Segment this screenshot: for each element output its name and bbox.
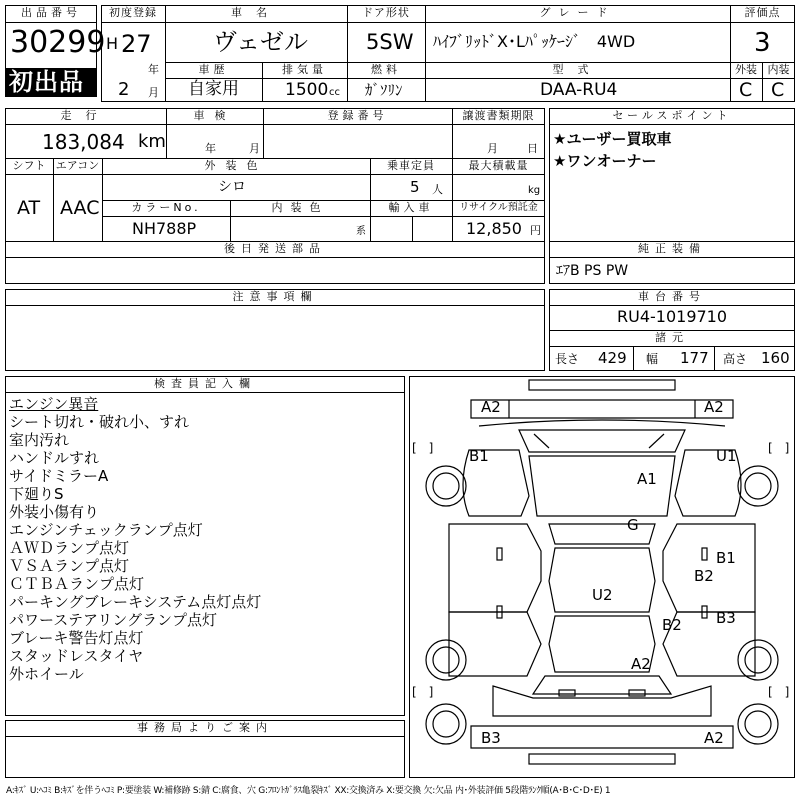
mileage-unit: km — [138, 131, 166, 152]
reg-label: 初度登録 — [109, 6, 157, 19]
remark-item: 外ホイール — [9, 665, 84, 683]
bracket: [ ] — [768, 685, 790, 699]
bracket: [ ] — [412, 685, 434, 699]
remark-item: エンジン異音 — [9, 395, 99, 413]
import-label: 輸入車 — [388, 201, 434, 214]
remark-item: シート切れ・破れ小、すれ — [9, 413, 190, 431]
width: 177 — [680, 349, 709, 367]
remark-item: ＡＷＤランプ点灯 — [9, 539, 130, 557]
length: 429 — [598, 349, 627, 367]
reg-month: 2 — [118, 79, 130, 100]
door-type: 5SW — [366, 30, 414, 54]
inspection-month: 月 — [249, 142, 260, 155]
inspector-label: 検査員記入欄 — [154, 377, 256, 390]
shift-label: シフト — [12, 159, 46, 172]
month-unit: 月 — [148, 86, 159, 99]
car-name-label: 車名 — [231, 6, 281, 19]
sales-point-item: ★ワンオーナー — [553, 152, 657, 170]
interior-color-unit: 系 — [356, 226, 366, 237]
color-no: NH788P — [132, 219, 197, 238]
recycle: 12,850 — [466, 219, 522, 238]
shift: AT — [17, 197, 41, 219]
sales-point-item: ★ユーザー買取車 — [553, 130, 672, 148]
transfer-day: 日 — [527, 142, 538, 155]
color-no-label: カラーNo. — [131, 201, 201, 214]
plate-label: 登録番号 — [327, 109, 388, 122]
color: シロ — [218, 179, 246, 195]
later-parts-label: 後日発送部品 — [224, 242, 326, 255]
bracket: [ ] — [412, 441, 434, 455]
history: 自家用 — [188, 79, 239, 99]
damage-mark: B2 — [662, 616, 682, 634]
grade: ﾊｲﾌﾞﾘｯﾄﾞX･Lﾊﾟｯｹｰｼﾞ 4WD — [433, 32, 636, 51]
transfer-month: 月 — [487, 142, 498, 155]
interior-color-label: 内装色 — [271, 201, 329, 214]
damage-mark: A2 — [704, 398, 724, 416]
score-label: 評価点 — [744, 6, 781, 19]
displacement: 1500 — [285, 80, 329, 100]
damage-mark: B2 — [694, 567, 714, 585]
length-label: 長さ — [555, 352, 580, 366]
width-label: 幅 — [646, 352, 659, 366]
damage-mark: B1 — [469, 447, 489, 465]
height: 160 — [761, 349, 790, 367]
remark-item: ＣＴＢＡランプ点灯 — [9, 575, 145, 593]
load-label: 最大積載量 — [468, 159, 529, 172]
recycle-unit: 円 — [530, 224, 541, 237]
damage-mark: A2 — [704, 729, 724, 747]
door-label: ドア形状 — [362, 6, 410, 19]
remark-item: エンジンチェックランプ点灯 — [9, 521, 203, 539]
color-label: 外装色 — [204, 159, 268, 172]
remark-item: 下廻りS — [9, 485, 64, 503]
remark-item: スタッドレスタイヤ — [9, 647, 144, 665]
office-label: 事務局よりご案内 — [137, 721, 273, 734]
remark-item: サイドミラーA — [9, 467, 109, 485]
inspection-year: 年 — [205, 142, 216, 155]
fuel: ｶﾞｿﾘﾝ — [365, 81, 403, 99]
mileage-label: 走行 — [60, 109, 111, 122]
bracket: [ ] — [768, 441, 790, 455]
damage-mark: B1 — [716, 549, 736, 567]
lot-label: 出品番号 — [21, 6, 81, 19]
displacement-unit: cc — [329, 87, 340, 98]
equipment-label: 純正装備 — [638, 242, 706, 255]
dims-label: 諸元 — [655, 331, 689, 344]
first-listing-label: 初出品 — [9, 68, 84, 96]
damage-mark: U1 — [716, 447, 737, 465]
reg-year: 27 — [121, 30, 152, 58]
era: H — [106, 34, 119, 53]
remark-item: ハンドルすれ — [9, 449, 100, 467]
capacity-unit: 人 — [432, 183, 443, 196]
remark-item: 外装小傷有り — [9, 503, 100, 521]
remark-item: 室内汚れ — [9, 431, 70, 449]
remark-item: ブレーキ警告灯点灯 — [9, 629, 144, 647]
lot-number: 30299 — [10, 25, 106, 60]
ac: AAC — [60, 197, 100, 219]
notes-label: 注意事項欄 — [232, 290, 318, 303]
car-name: ヴェゼル — [213, 28, 309, 56]
chassis-label: 車台番号 — [638, 290, 706, 303]
history-label: 車歴 — [198, 63, 229, 76]
ac-label: エアコン — [55, 159, 100, 172]
equipment: ｴｱB PS PW — [556, 263, 629, 279]
damage-mark: G — [627, 516, 639, 534]
damage-mark: B3 — [716, 609, 736, 627]
sales-points-label: セールスポイント — [612, 109, 732, 122]
chassis-number: RU4-1019710 — [617, 307, 728, 326]
mileage: 183,084 — [42, 130, 125, 154]
load-unit: kg — [528, 185, 541, 196]
damage-mark: A1 — [637, 470, 657, 488]
model: DAA-RU4 — [540, 80, 618, 100]
damage-mark: A2 — [481, 398, 501, 416]
exterior-label: 外装 — [735, 63, 757, 76]
displacement-label: 排気量 — [282, 63, 327, 76]
height-label: 高さ — [723, 352, 748, 366]
score: 3 — [754, 28, 771, 58]
exterior-grade: C — [739, 79, 753, 101]
grade-label: グレード — [539, 6, 616, 19]
remark-item: パワーステアリングランプ点灯 — [9, 611, 218, 629]
inspection-label: 車検 — [193, 109, 236, 122]
damage-mark: A2 — [631, 655, 651, 673]
transfer-label: 譲渡書類期限 — [462, 109, 535, 122]
capacity-label: 乗車定員 — [387, 159, 435, 172]
interior-grade: C — [771, 79, 785, 101]
year-unit: 年 — [148, 63, 159, 76]
capacity: 5 — [410, 178, 420, 196]
car-diagram — [409, 376, 795, 778]
model-label: 型式 — [552, 63, 603, 76]
remark-item: パーキングブレーキシステム点灯点灯 — [9, 593, 262, 611]
interior-label: 内装 — [767, 63, 790, 76]
fuel-label: 燃料 — [371, 63, 401, 76]
legend: A:ｷｽﾞ U:ﾍｺﾐ B:ｷｽﾞを伴うﾍｺﾐ P:要塗装 W:補修跡 S:錆 C:腐食、穴 G:ﾌﾛﾝﾄｶﾞﾗｽ亀裂ｷｽﾞ XX:交換済み X:要交換 欠:欠品 内･外装評価 5段階ﾗﾝｸ順(A･B･C･D･E) 1 — [6, 786, 611, 796]
damage-mark: B3 — [481, 729, 501, 747]
recycle-label: リサイクル預託金 — [459, 202, 538, 213]
damage-mark: U2 — [592, 586, 613, 604]
remark-item: ＶＳＡランプ点灯 — [9, 557, 130, 575]
